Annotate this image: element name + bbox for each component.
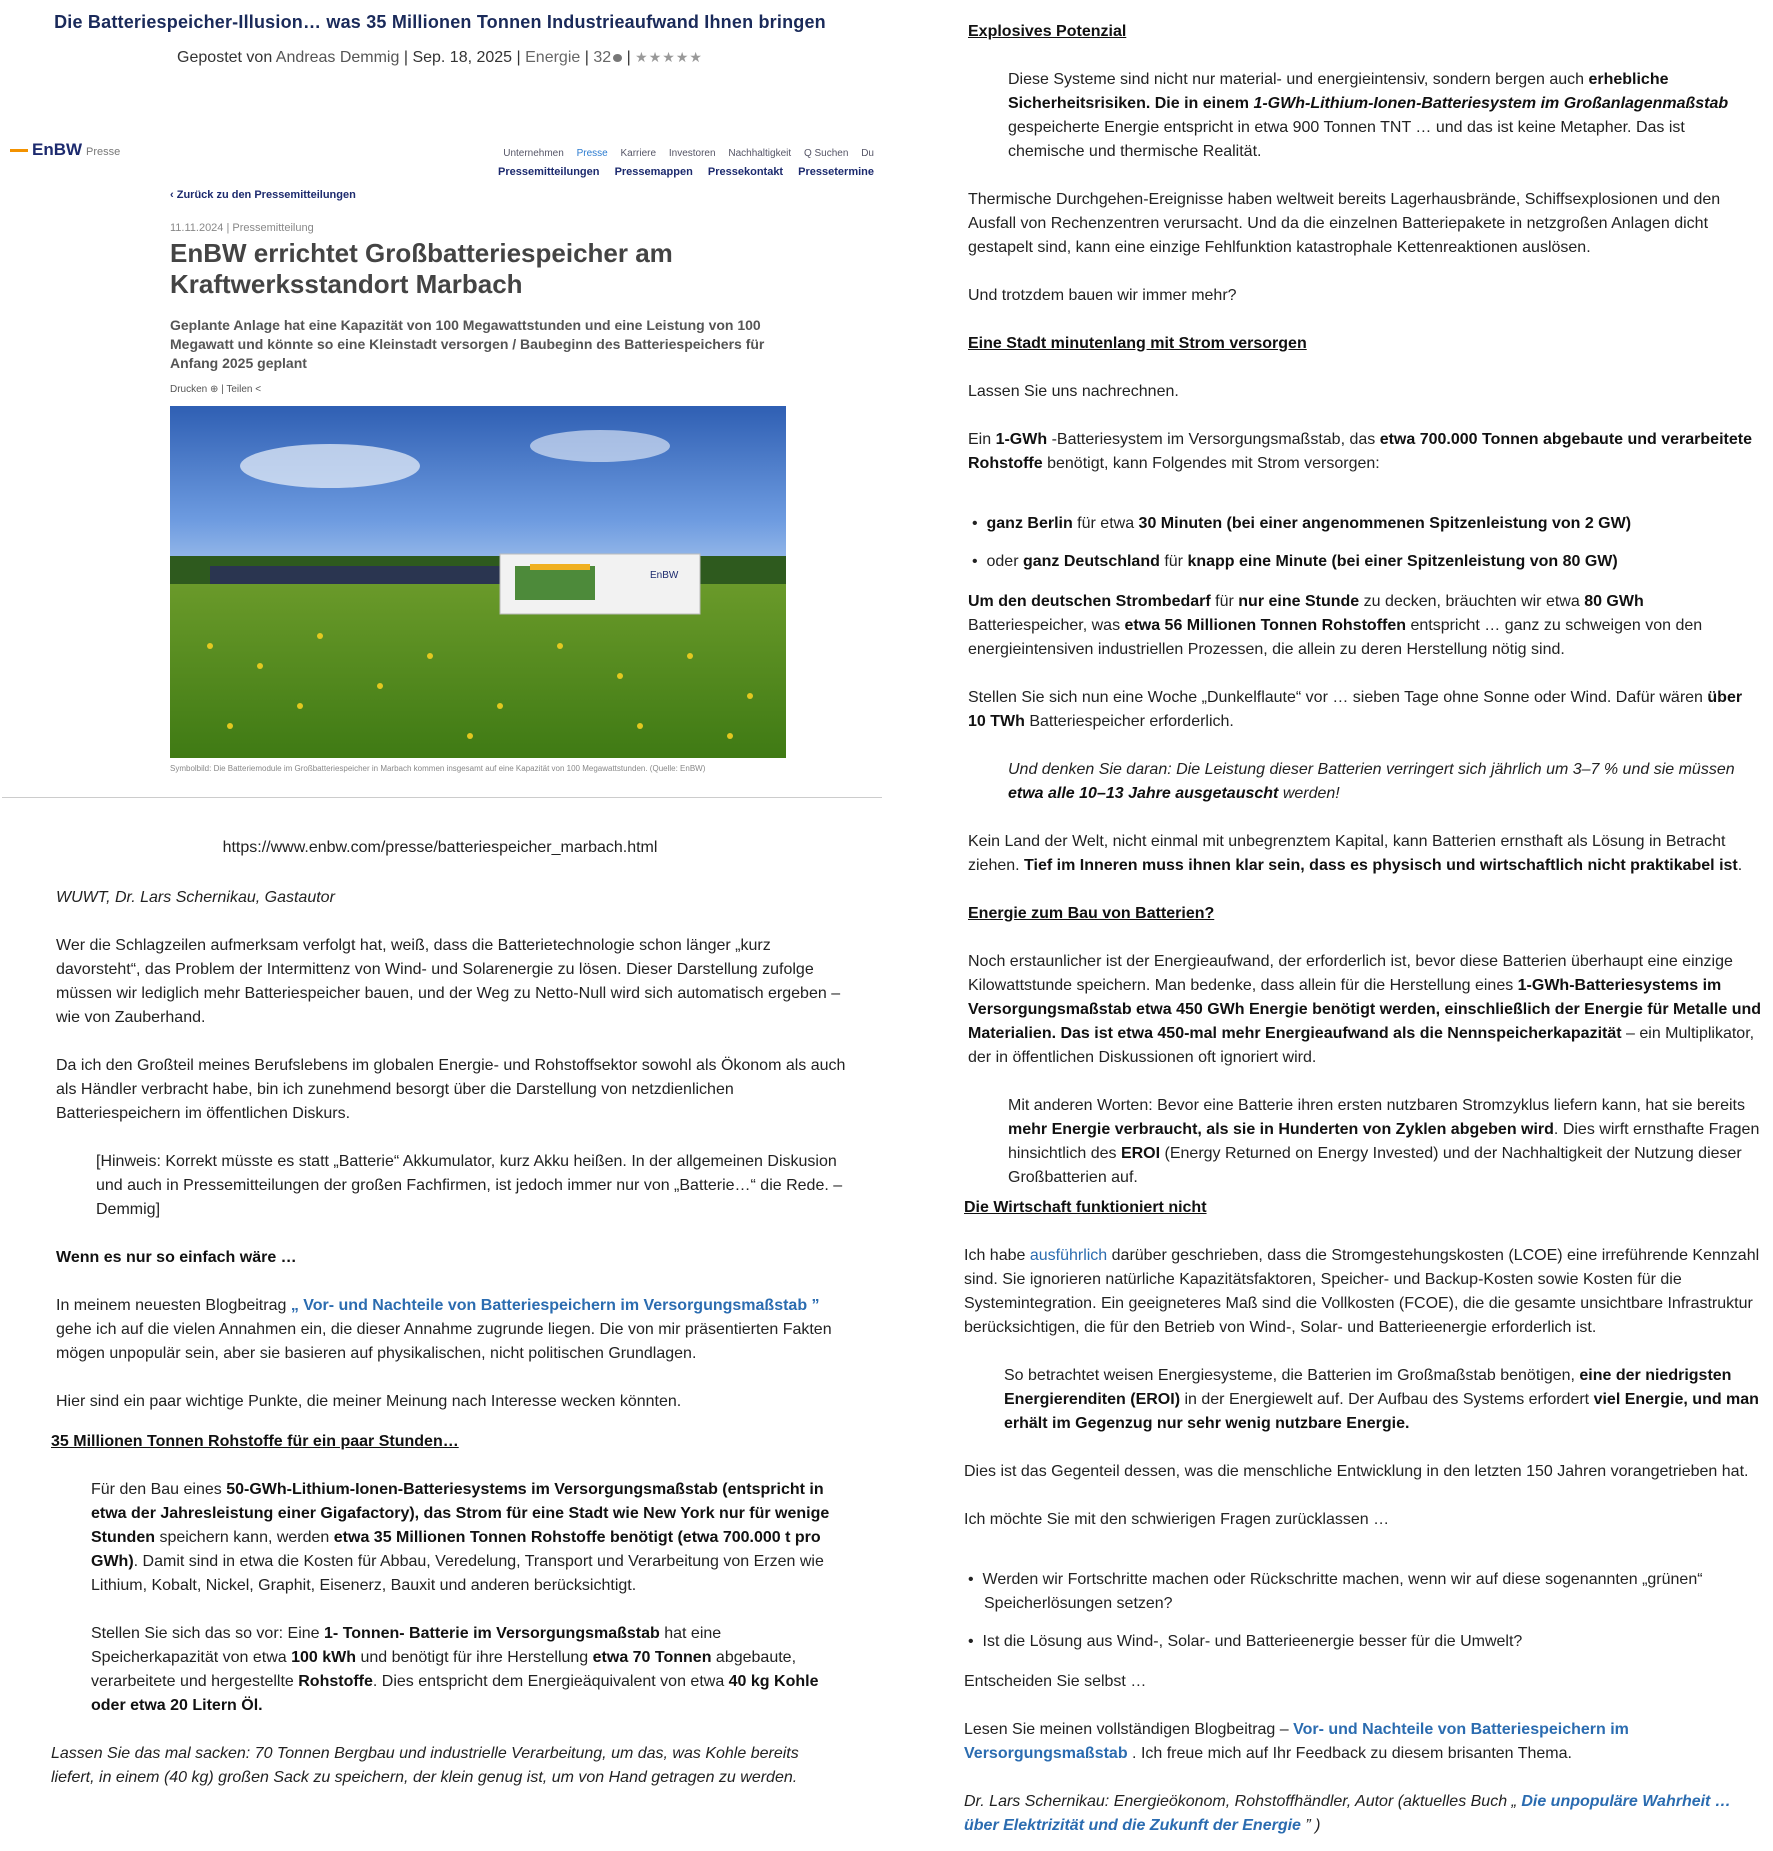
text-span: darüber geschrieben, dass die Stromgestehungskosten (LCOE) eine irreführende Kennzahl sind. Sie ignorieren natürliche Kapazitätsfaktoren, Speicher- und Backup-Kosten sowie Kosten für die Systemintegration. Ein geeigneteres Maß sind die Vollkosten (FCOE), die die gesamte unsichtbare Infrastruktur berücksichtigen, die für den Betrieb von Wind-, Solar- und Batterieenergie erforderlich ist.	[964, 1247, 1760, 1336]
text-span: hat eine Speicherkapazität von etwa	[91, 1625, 722, 1666]
post-meta: Gepostet von Andreas Demmig | Sep. 18, 2025 | Energie | 32 | ★★★★★	[177, 49, 703, 66]
topnav-item: Q Suchen	[803, 148, 849, 159]
heading-wirtschaft: Die Wirtschaft funktioniert nicht	[964, 1199, 1207, 1216]
bold-span: ganz Berlin	[986, 515, 1073, 532]
paragraph-sicherheit	[1008, 68, 1763, 164]
paragraph-intro: Wer die Schlagzeilen aufmerksam verfolgt hat, weiß, dass die Batterietechnologie schon länger „kurz davorsteht“, das Problem der Intermittenz von Wind- und Solarenergie zu lösen. Dieser Darstellung zufolge müssen wir lediglich mehr Batteriespeicher bauen, und der Weg zu Netto-Null wird sich automatisch ergeben – wie von Zauberhand.	[56, 937, 841, 1026]
bold-span: EROI	[1120, 1145, 1161, 1162]
text-span: oder	[986, 553, 1023, 570]
bold-span: etwa 56 Millionen Tonnen Rohstoffen	[1124, 617, 1407, 634]
bold-span: 1- Tonnen- Batterie im Versorgungsmaßstab	[324, 1625, 660, 1642]
battery-storage-photo	[170, 406, 786, 758]
bold-italic-span: 1-GWh-Lithium-Ionen-Batteriesystem im Großanlagenmaßstab	[1253, 95, 1729, 112]
text-span: . Damit sind in etwa die Kosten für Abbau, Veredelung, Transport und Verarbeitung von Erzen wie Lithium, Kobalt, Nickel, Graphit, Eisenerz, Bauxit und anderen berücksichtigt.	[91, 1553, 824, 1594]
list-item-deutschland: • oder ganz Deutschland für knapp eine Minute (bei einer Spitzenleistung von 80 GW)	[972, 553, 1618, 570]
bold-span: 40 kg Kohle oder etwa 20 Litern Öl.	[91, 1673, 819, 1714]
paragraph-gegenteil: Dies ist das Gegenteil dessen, was die menschliche Entwicklung in den letzten 150 Jahren vorangetrieben hat.	[964, 1463, 1749, 1480]
text-span: in der Energiewelt auf. Der Aufbau des Systems erfordert	[1180, 1391, 1594, 1408]
topnav-item: Nachhaltigkeit	[728, 148, 792, 159]
paragraph-dunkelflaute	[968, 686, 1763, 734]
book-link[interactable]: Die unpopuläre Wahrheit … über Elektrizität und die Zukunft der Energie	[964, 1793, 1731, 1834]
heading-stadt: Eine Stadt minutenlang mit Strom versorgen	[968, 335, 1307, 352]
full-blog-link[interactable]: Vor- und Nachteile von Batteriespeichern im Versorgungsmaßstab	[964, 1721, 1629, 1762]
paragraph-points: Hier sind ein paar wichtige Punkte, die meiner Meinung nach Interesse wecken könnten.	[56, 1393, 682, 1410]
press-date: 11.11.2024 | Pressemitteilung	[170, 222, 314, 234]
text-span: und benötigt für ihre Herstellung	[356, 1649, 593, 1666]
bold-span: 100 kWh	[291, 1649, 357, 1666]
paragraph-thermisch: Thermische Durchgehen-Ereignisse haben weltweit bereits Lagerhausbrände, Schiffsexplosionen und den Ausfall von Rechenzentren verursacht. Und da die einzelnen Batteriepakete in netzgroßen Anlagen dicht gestapelt sind, kann eine einzige Fehlfunktion katastrophale Kettenreaktionen auslösen.	[968, 191, 1721, 256]
paragraph-blog	[56, 1294, 846, 1366]
text-span: Mit anderen Worten: Bevor eine Batterie ihren ersten nutzbaren Stromzyklus liefern kann, hat sie bereits	[1008, 1097, 1745, 1114]
bold-span: etwa 70 Tonnen	[592, 1649, 712, 1666]
text-span: – ein Multiplikator, der in öffentlichen Diskussionen oft ignoriert wird.	[968, 1025, 1755, 1066]
container-graphic-accent	[530, 564, 590, 570]
text-span: In meinem neuesten Blogbeitrag	[56, 1297, 291, 1314]
meta-prefix: Gepostet von	[177, 49, 273, 66]
text-span: gespeicherte Energie entspricht in etwa 900 Tonnen TNT … und das ist keine Metapher. Das ist chemische und thermische Realität.	[1008, 119, 1685, 160]
text-span: . Dies wirft ernsthafte Fragen hinsichtlich des	[1008, 1121, 1760, 1162]
paragraph-energierenditen	[1004, 1364, 1763, 1436]
press-subheadline: Geplante Anlage hat eine Kapazität von 100 Megawattstunden und eine Leistung von 100 Megawatt und könnte so eine Kleinstadt versorgen / Baubeginn des Batteriespeichers für Anfang 2025 geplant	[170, 317, 765, 371]
text-span: . Dies entspricht dem Energieäquivalent von etwa	[372, 1673, 729, 1690]
rating-stars[interactable]: ★★★★★	[635, 49, 703, 65]
bold-span: 50-GWh-Lithium-Ionen-Batteriesystems im Versorgungsmaßstab (entspricht in etwa der Jahresleistung einer Gigafactory), das Strom für eine Stadt wie New York nur für wenige Stunden	[91, 1481, 830, 1546]
bold-span: etwa alle 10–13 Jahre ausgetauscht	[1008, 785, 1279, 802]
author-link[interactable]: Andreas Demmig	[275, 49, 400, 66]
blog-post-link[interactable]: „ Vor- und Nachteile von Batteriespeichern im Versorgungsmaßstab ”	[290, 1297, 820, 1314]
container-graphic	[515, 566, 595, 600]
bold-span: mehr Energie verbraucht, als sie in Hunderten von Zyklen abgeben wird	[1008, 1121, 1554, 1138]
paragraph-trotzdem: Und trotzdem bauen wir immer mehr?	[968, 287, 1237, 304]
paragraph-50gwh	[91, 1478, 831, 1598]
list-item-fortschritt: • Werden wir Fortschritte machen oder Rückschritte machen, wenn wir auf diese sogenannten „grünen“ Speicherlösungen setzen?	[968, 1571, 1703, 1612]
text-span: benötigt, kann Folgendes mit Strom versorgen:	[1042, 455, 1380, 472]
bold-span: etwa 700.000 Tonnen abgebaute und verarbeitete Rohstoffe	[968, 431, 1752, 472]
text-span: Für den Bau eines	[91, 1481, 227, 1498]
comment-count: 32	[593, 49, 612, 66]
category-link[interactable]: Energie	[525, 49, 581, 66]
text-span: Ich habe	[964, 1247, 1030, 1264]
text-span: Ist die Lösung aus Wind-, Solar- und Batterieenergie besser für die Umwelt?	[982, 1633, 1523, 1650]
subnav-item: Pressemappen	[614, 166, 693, 178]
press-print-share: Drucken ⊕ | Teilen <	[170, 384, 262, 395]
ausfuehrlich-link[interactable]: ausführlich	[1029, 1247, 1108, 1264]
post-date: Sep. 18, 2025	[412, 49, 513, 66]
comment-icon	[613, 54, 622, 62]
heading-35-millionen: 35 Millionen Tonnen Rohstoffe für ein paar Stunden…	[51, 1433, 459, 1450]
text-span: Batteriespeicher, was	[968, 617, 1125, 634]
bold-span: über 10 TWh	[968, 689, 1743, 730]
list-item-berlin: • ganz Berlin für etwa 30 Minuten (bei einer angenommenen Spitzenleistung von 2 GW)	[972, 515, 1632, 532]
text-span: Kein Land der Welt, nicht einmal mit unbegrenztem Kapital, kann Batterien ernsthaft als Lösung in Betracht ziehen.	[968, 833, 1726, 874]
byline: WUWT, Dr. Lars Schernikau, Gastautor	[56, 889, 335, 906]
paragraph-lcoe	[964, 1244, 1763, 1340]
bold-span: 1-GWh	[995, 431, 1048, 448]
text-span: Lesen Sie meinen vollständigen Blogbeitrag –	[964, 1721, 1294, 1738]
paragraph-austausch	[1008, 758, 1763, 806]
list-item-umwelt: • Ist die Lösung aus Wind-, Solar- und Batterieenergie besser für die Umwelt?	[968, 1633, 1523, 1650]
bold-span: 30 Minuten (bei einer angenommenen Spitzenleistung von 2 GW)	[1138, 515, 1632, 532]
press-caption: Symbolbild: Die Batteriemodule im Großbatteriespeicher in Marbach kommen insgesamt auf eine Kapazität von 100 Megawattstunden. (Quelle: EnBW)	[170, 764, 706, 773]
text-span: zu decken, bräuchten wir etwa	[1359, 593, 1585, 610]
logo-text: EnBW	[32, 140, 83, 159]
cloud	[530, 430, 670, 462]
paragraph-energieaufwand	[968, 950, 1763, 1070]
topnav-item: Karriere	[620, 148, 657, 159]
text-span: entspricht … ganz zu schweigen von den energieintensiven industriellen Prozessen, die allein zu deren Herstellung nötig sind.	[968, 617, 1703, 658]
text-span: Noch erstaunlicher ist der Energieaufwand, der erforderlich ist, bevor diese Batterien überhaupt eine einzige Kilowattstunde speichern. Man bedenke, dass allein für die Herstellung eines	[968, 953, 1733, 994]
enbw-logo	[10, 138, 120, 164]
topnav-item: Presse	[576, 148, 608, 159]
paragraph-kein-land	[968, 830, 1763, 878]
press-headline: EnBW errichtet Großbatteriespeicher am Kraftwerksstandort Marbach	[170, 238, 673, 299]
topnav-item: Unternehmen	[503, 148, 564, 159]
editor-note: [Hinweis: Korrekt müsste es statt „Batterie“ Akkumulator, kurz Akku heißen. In der allgemeinen Diskusion und auch in Pressemitteilungen der großen Fachfirmen, ist jedoch immer nur von „Batterie…“ die Rede. – Demmig]	[96, 1153, 843, 1218]
paragraph-entscheiden: Entscheiden Sie selbst …	[964, 1673, 1147, 1690]
text-span: Werden wir Fortschritte machen oder Rückschritte machen, wenn wir auf diese sogenannten „grünen“ Speicherlösungen setzen?	[982, 1571, 1703, 1612]
text-span: So betrachtet weisen Energiesysteme, die Batterien im Großmaßstab benötigen,	[1004, 1367, 1580, 1384]
paragraph-career: Da ich den Großteil meines Berufslebens im globalen Energie- und Rohstoffsektor sowohl als Ökonom als auch als Händler verbracht habe, bin ich zunehmend besorgt über die Darstellung von netzdienlichen Batteriespeichern im öffentlichen Diskurs.	[56, 1057, 846, 1122]
text-span: Und denken Sie daran: Die Leistung dieser Batterien verringert sich jährlich um 3–7 % und sie müssen	[1008, 761, 1735, 778]
text-span: .	[1737, 857, 1743, 874]
text-span: . Ich freue mich auf Ihr Feedback zu diesem brisanten Thema.	[1127, 1745, 1572, 1762]
paragraph-1-tonne	[91, 1622, 846, 1718]
paragraph-lesen	[964, 1718, 1763, 1766]
bold-span: Rohstoffe	[298, 1673, 373, 1690]
text-span: für	[1159, 553, 1188, 570]
bold-span: 1-GWh-Batteriesystems im Versorgungsmaßstab etwa 450 GWh Energie benötigt werden, einschließlich der Energie für Metalle und Materialien. Das ist etwa 450-mal mehr Energieaufwand als die Nennspeicherkapazität	[968, 977, 1762, 1042]
text-span: ” )	[1300, 1817, 1321, 1834]
text-span: gehe ich auf die vielen Annahmen ein, die dieser Annahme zugrunde liegen. Die von mir präsentierten Fakten mögen unpopulär sein, aber sie basieren auf physikalischen, nicht politischen Grundlagen.	[56, 1321, 832, 1362]
heading-einfach: Wenn es nur so einfach wäre …	[56, 1249, 297, 1266]
bold-span: viel Energie, und man erhält im Gegenzug nur sehr wenig nutzbare Energie.	[1004, 1391, 1759, 1432]
bold-span: knapp eine Minute (bei einer Spitzenleistung von 80 GW)	[1187, 553, 1618, 570]
text-span: Batteriespeicher erforderlich.	[1024, 713, 1234, 730]
text-span: werden!	[1278, 785, 1340, 802]
paragraph-1gwh	[968, 428, 1763, 476]
bold-span: 80 GWh	[1584, 593, 1644, 610]
text-span: Stellen Sie sich das so vor: Eine	[91, 1625, 325, 1642]
text-span: -Batteriesystem im Versorgungsmaßstab, das	[1047, 431, 1380, 448]
comments-link[interactable]	[593, 49, 622, 66]
subnav-item: Pressemitteilungen	[498, 166, 600, 178]
subnav-item: Pressekontakt	[707, 166, 784, 178]
text-span: Ein	[968, 431, 996, 448]
bold-span: nur eine Stunde	[1238, 593, 1360, 610]
text-span: abgebaute, verarbeitete und hergestellte	[91, 1649, 797, 1690]
bold-span: Tief im Inneren muss ihnen klar sein, dass es physisch und wirtschaftlich nicht praktikabel ist	[1024, 857, 1738, 874]
container-label: EnBW	[650, 570, 679, 581]
subnav-item: Pressetermine	[798, 166, 874, 178]
logo-bar	[10, 149, 28, 152]
bold-span: Um den deutschen Strombedarf	[968, 593, 1211, 610]
topnav-item: Du	[861, 148, 874, 159]
bold-span: etwa 35 Millionen Tonnen Rohstoffe benötigt (etwa 700.000 t pro GWh)	[91, 1529, 821, 1570]
bold-span: ganz Deutschland	[1022, 553, 1160, 570]
text-span: speichern kann, werden	[155, 1529, 334, 1546]
post-title: Die Batteriespeicher-Illusion… was 35 Millionen Tonnen Industrieaufwand Ihnen bringen	[54, 12, 826, 32]
bold-span: eine der niedrigsten Energierenditen (EROI)	[1004, 1367, 1732, 1408]
text-span: Diese Systeme sind nicht nur material- und energieintensiv, sondern bergen auch	[1008, 71, 1589, 88]
image-divider	[2, 797, 882, 798]
paragraph-nachrechnen: Lassen Sie uns nachrechnen.	[968, 383, 1179, 400]
paragraph-eroi	[1008, 1094, 1763, 1190]
press-subnav	[486, 160, 874, 184]
paragraph-fragen: Ich möchte Sie mit den schwierigen Fragen zurücklassen …	[964, 1511, 1390, 1528]
text-span: für	[1210, 593, 1239, 610]
text-span: Stellen Sie sich nun eine Woche „Dunkelflaute“ vor … sieben Tage ohne Sonne oder Wind. Dafür wären	[968, 689, 1708, 706]
heading-energie-bau: Energie zum Bau von Batterien?	[968, 905, 1215, 922]
logo-sub: Presse	[86, 146, 121, 158]
topnav-item: Investoren	[668, 148, 716, 159]
cloud	[240, 444, 420, 488]
text-span: Dr. Lars Schernikau: Energieökonom, Rohstoffhändler, Autor (aktuelles Buch „	[964, 1793, 1522, 1810]
author-bio	[964, 1790, 1763, 1838]
press-back-link: ‹ Zurück zu den Pressemitteilungen	[170, 189, 356, 201]
heading-explosiv: Explosives Potenzial	[968, 23, 1127, 40]
paragraph-sack: Lassen Sie das mal sacken: 70 Tonnen Bergbau und industrielle Verarbeitung, um das, was Kohle bereits liefert, in einem (40 kg) großen Sack zu speichern, der klein genug ist, um von Hand getragen zu werden.	[51, 1745, 799, 1786]
text-span: (Energy Returned on Energy Invested) und der Nachhaltigkeit der Nutzung dieser Großbatterien auf.	[1008, 1145, 1742, 1186]
bold-span: erhebliche Sicherheitsrisiken. Die in einem	[1008, 71, 1669, 112]
field-scene-svg	[170, 406, 786, 758]
source-url: https://www.enbw.com/presse/batteriespeicher_marbach.html	[222, 839, 658, 856]
press-release-image	[2, 128, 882, 798]
text-span: für etwa	[1072, 515, 1139, 532]
paragraph-strombedarf	[968, 590, 1763, 662]
